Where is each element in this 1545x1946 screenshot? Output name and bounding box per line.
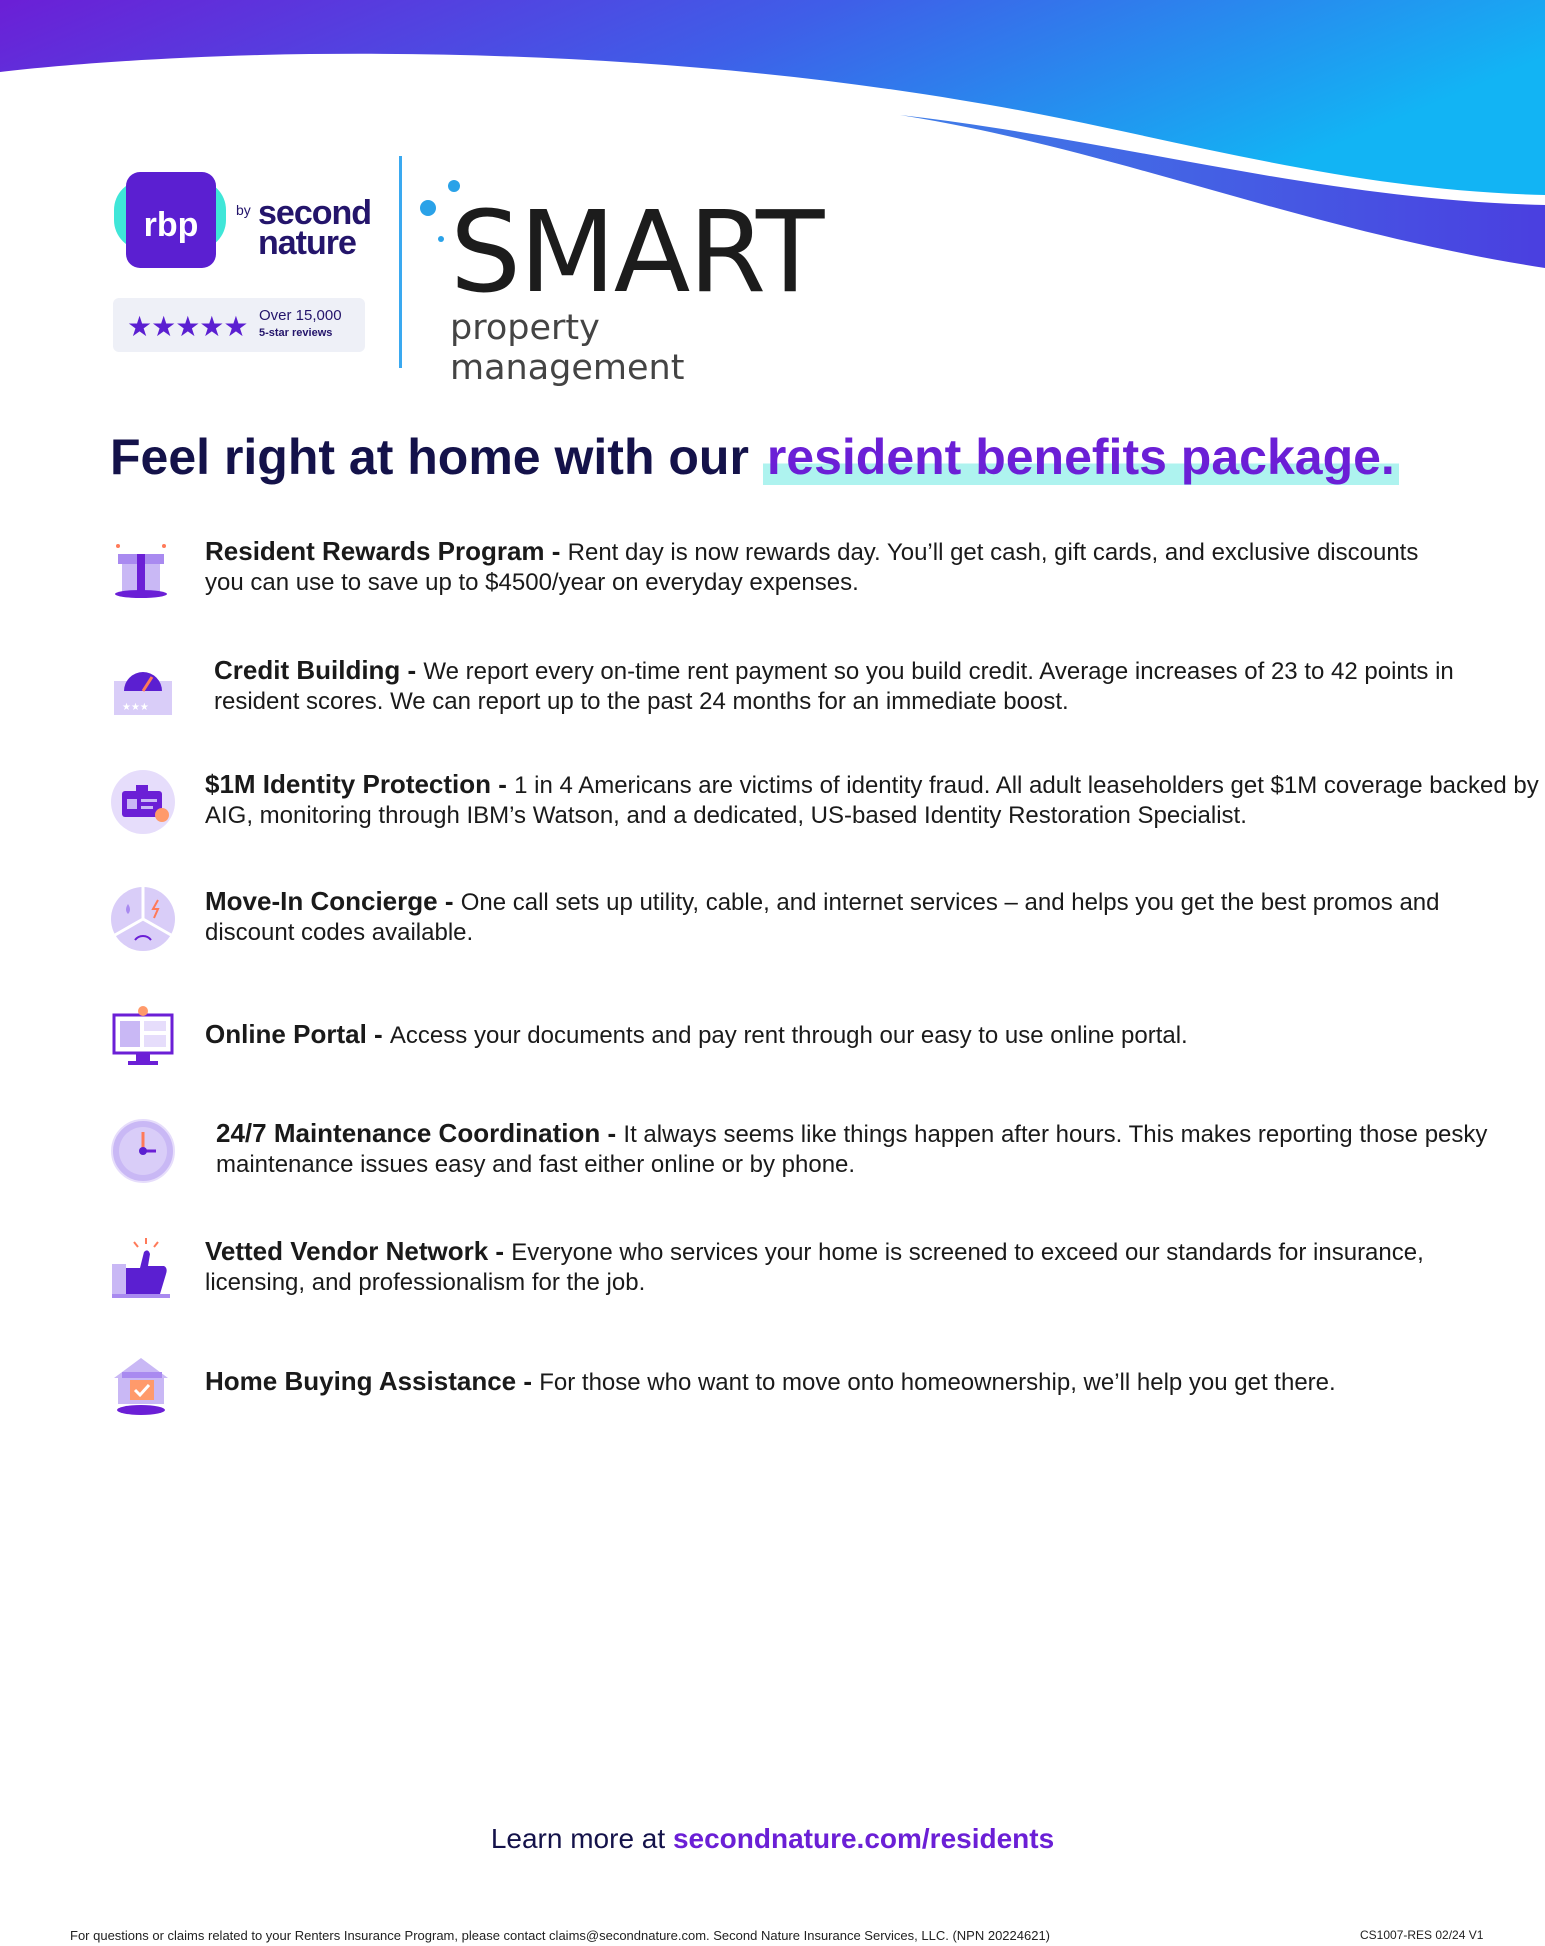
benefit-title: 24/7 Maintenance Coordination - bbox=[216, 1118, 624, 1148]
by-label: by bbox=[236, 202, 251, 218]
benefit-text bbox=[205, 1366, 1545, 1398]
benefit-body: Everyone who services your home is screened to exceed our standards for insurance, licensing, and professionalism for the job. bbox=[205, 1239, 1424, 1296]
benefit-body: Rent day is now rewards day. You’ll get cash, gift cards, and exclusive discounts you can use to save up to $4500/year on everyday expenses. bbox=[205, 539, 1419, 596]
thumbs-up-icon bbox=[110, 1236, 176, 1302]
benefit-body: It always seems like things happen after hours. This makes reporting those pesky maintenance issues easy and fast either online or by phone. bbox=[216, 1121, 1488, 1178]
benefit-title: Credit Building - bbox=[214, 655, 424, 685]
benefit-text bbox=[205, 886, 1525, 948]
house-check-icon bbox=[110, 1352, 176, 1418]
star-rating-icon: ★★★★★ bbox=[127, 311, 248, 342]
benefit-body: We report every on-time rent payment so you build credit. Average increases of 23 to 42 points in resident scores. We can report up to the past 24 months for an immediate boost. bbox=[214, 658, 1454, 715]
benefit-title: $1M Identity Protection - bbox=[205, 769, 515, 799]
learn-more bbox=[0, 1823, 1545, 1855]
smart-subtitle: property management bbox=[450, 308, 685, 388]
monitor-icon bbox=[110, 1003, 176, 1069]
smart-wordmark: SMART bbox=[450, 188, 823, 318]
headline-lead: Feel right at home with our bbox=[110, 429, 763, 485]
id-badge-icon bbox=[110, 769, 176, 835]
benefit-text bbox=[205, 769, 1545, 831]
logo-divider bbox=[399, 156, 402, 368]
benefit-title: Move-In Concierge - bbox=[205, 886, 461, 916]
benefit-title: Online Portal - bbox=[205, 1019, 390, 1049]
benefit-text bbox=[214, 655, 1474, 717]
logo-dot bbox=[438, 236, 444, 242]
utilities-icon bbox=[110, 886, 176, 952]
benefit-title: Home Buying Assistance - bbox=[205, 1366, 540, 1396]
rbp-logo-text: rbp bbox=[143, 206, 199, 244]
benefit-text bbox=[205, 1236, 1465, 1298]
benefit-title: Resident Rewards Program - bbox=[205, 536, 568, 566]
rbp-logo bbox=[110, 160, 230, 280]
learn-more-lead: Learn more at bbox=[490, 1823, 673, 1854]
smart-pm-logo bbox=[420, 160, 840, 388]
reviews-badge bbox=[113, 298, 365, 352]
benefit-body: For those who want to move onto homeownership, we’ll help you get there. bbox=[539, 1369, 1336, 1396]
credit-gauge-icon bbox=[110, 655, 176, 721]
gift-icon bbox=[110, 536, 176, 602]
footer-disclaimer: For questions or claims related to your Renters Insurance Program, please contact claims@secondnature.com. Second Nature Insurance Services, LLC. (NPN 20224621) bbox=[70, 1928, 1051, 1943]
benefit-text bbox=[216, 1118, 1536, 1180]
benefit-text bbox=[205, 1019, 1545, 1051]
reviews-count: Over 15,000 bbox=[259, 307, 342, 324]
benefit-body: Access your documents and pay rent through our easy to use online portal. bbox=[389, 1022, 1188, 1049]
clock-icon bbox=[110, 1118, 176, 1184]
svg-text:★★★: ★★★ bbox=[122, 702, 149, 713]
residents-link[interactable]: secondnature.com/residents bbox=[672, 1823, 1055, 1854]
benefit-body: 1 in 4 Americans are victims of identity fraud. All adult leaseholders get $1M coverage backed by AIG, monitoring through IBM’s Watson, and a dedicated, US-based Identity Restoration Specialist. bbox=[205, 772, 1539, 829]
headline-accent: resident benefits package. bbox=[763, 429, 1399, 485]
second-nature-wordmark: second nature bbox=[258, 194, 372, 262]
reviews-label: 5-star reviews bbox=[259, 327, 333, 339]
benefit-body: One call sets up utility, cable, and internet services – and helps you get the best promos and discount codes available. bbox=[205, 889, 1440, 946]
footer-code: CS1007-RES 02/24 V1 bbox=[1360, 1928, 1484, 1942]
logo-dot bbox=[420, 200, 436, 216]
benefit-title: Vetted Vendor Network - bbox=[205, 1236, 512, 1266]
benefit-text bbox=[205, 536, 1445, 598]
page-headline bbox=[110, 428, 1399, 486]
